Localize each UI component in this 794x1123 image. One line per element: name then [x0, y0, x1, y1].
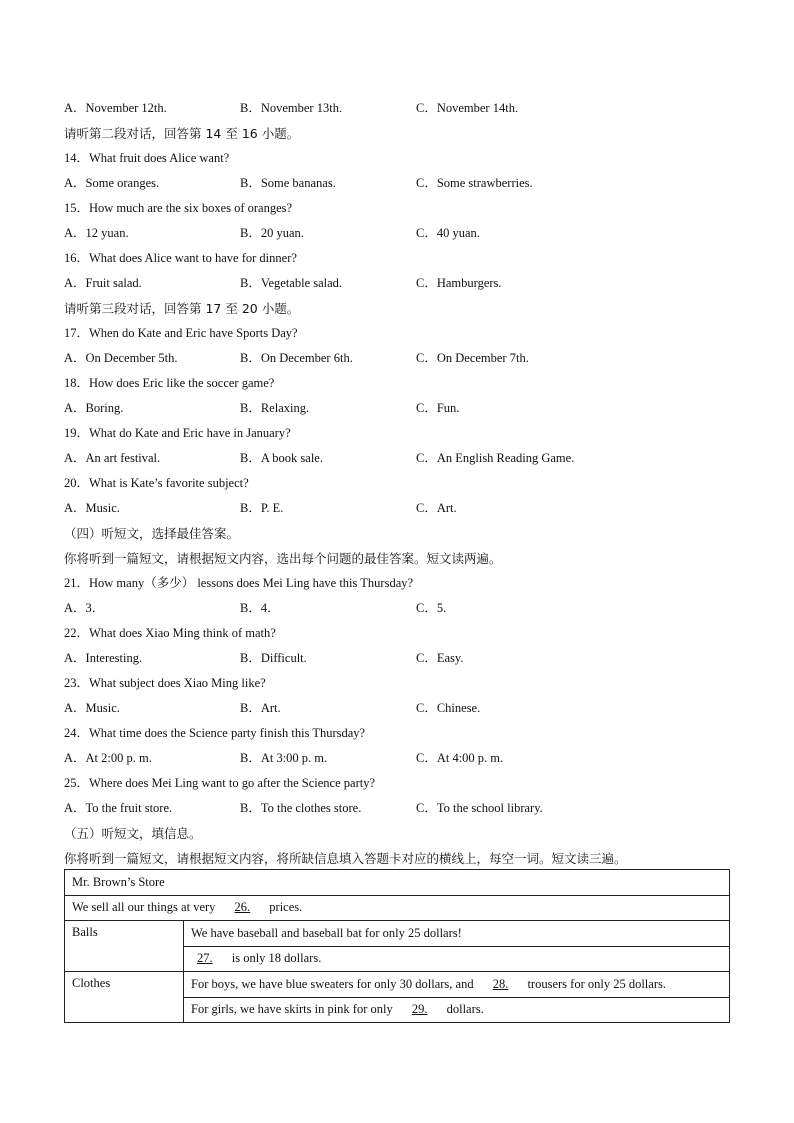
- table-row: [65, 972, 730, 998]
- q19-option-c[interactable]: C．An English Reading Game.: [416, 451, 575, 465]
- q22-options-row: [64, 646, 734, 671]
- table-row: [65, 870, 730, 896]
- q13-options-row: [64, 96, 734, 121]
- q25-option-a[interactable]: A．To the fruit store.: [64, 801, 173, 815]
- clothes-line-1-before: For boys, we have blue sweaters for only 30 dollars, and: [191, 976, 474, 991]
- q16-option-a[interactable]: A．Fruit salad.: [64, 276, 142, 290]
- q17-option-b[interactable]: B．On December 6th.: [240, 351, 353, 365]
- clothes-line-2-cell: [184, 997, 730, 1023]
- q18-question: 18．How does Eric like the soccer game?: [64, 376, 275, 390]
- q24-option-b[interactable]: B．At 3:00 p. m.: [240, 751, 328, 765]
- q23-question: 23．What subject does Xiao Ming like?: [64, 676, 266, 690]
- listening-test-page: [64, 96, 734, 871]
- q15-question: 15．How much are the six boxes of oranges?: [64, 201, 293, 215]
- q18-option-b[interactable]: B．Relaxing.: [240, 401, 310, 415]
- q22-option-a[interactable]: A．Interesting.: [64, 651, 143, 665]
- q23-option-c[interactable]: C．Chinese.: [416, 701, 481, 715]
- q15-option-b[interactable]: B．20 yuan.: [240, 226, 304, 240]
- store-title: Mr. Brown’s Store: [65, 870, 730, 896]
- prices-row-cell: [65, 895, 730, 921]
- q18-option-c[interactable]: C．Fun.: [416, 401, 460, 415]
- q25-question: 25．Where does Mei Ling want to go after the Science party?: [64, 776, 375, 790]
- q21-option-b[interactable]: B．4．: [240, 601, 280, 615]
- clothes-line-2-after: dollars.: [446, 1002, 484, 1017]
- q24-options-row: [64, 746, 734, 771]
- q21-question: 21．How many（多少） lessons does Mei Ling have this Thursday?: [64, 576, 414, 590]
- q15-option-c[interactable]: C．40 yuan.: [416, 226, 480, 240]
- q22-option-b[interactable]: B．Difficult.: [240, 651, 307, 665]
- q17-option-c[interactable]: C．On December 7th.: [416, 351, 529, 365]
- q14-option-a[interactable]: A．Some oranges.: [64, 176, 160, 190]
- balls-line-1: We have baseball and baseball bat for only 25 dollars!: [184, 921, 730, 947]
- q16-options-row: [64, 271, 734, 296]
- q22-option-c[interactable]: C．Easy.: [416, 651, 464, 665]
- q23-option-b[interactable]: B．Art.: [240, 701, 281, 715]
- q19-option-a[interactable]: A．An art festival.: [64, 451, 161, 465]
- q20-options-row: [64, 496, 734, 521]
- table-row: [65, 895, 730, 921]
- blank-27[interactable]: 27.: [197, 951, 213, 966]
- q16-option-c[interactable]: C．Hamburgers.: [416, 276, 502, 290]
- part4-instructions: 你将听到一篇短文，请根据短文内容，选出每个问题的最佳答案。短文读两遍。: [64, 551, 502, 566]
- prices-text-after: prices.: [269, 900, 303, 915]
- table-row: [65, 921, 730, 947]
- q21-option-a[interactable]: A．3．: [64, 601, 105, 615]
- q25-options-row: [64, 796, 734, 821]
- q16-option-b[interactable]: B．Vegetable salad.: [240, 276, 343, 290]
- clothes-line-2-before: For girls, we have skirts in pink for only: [191, 1002, 393, 1017]
- q23-options-row: [64, 696, 734, 721]
- q19-options-row: [64, 446, 734, 471]
- store-info-table: [64, 869, 730, 1023]
- balls-label: Balls: [65, 921, 184, 972]
- q19-question: 19．What do Kate and Eric have in January?: [64, 426, 291, 440]
- q20-option-b[interactable]: B．P. E.: [240, 501, 284, 515]
- clothes-line-1-after: trousers for only 25 dollars.: [527, 976, 666, 991]
- blank-29[interactable]: 29.: [411, 1002, 428, 1017]
- prices-text-before: We sell all our things at very: [72, 900, 216, 915]
- blank-26[interactable]: 26.: [234, 900, 251, 915]
- q18-option-a[interactable]: A．Boring.: [64, 401, 124, 415]
- q18-options-row: [64, 396, 734, 421]
- q17-options-row: [64, 346, 734, 371]
- q15-option-a[interactable]: A．12 yuan.: [64, 226, 129, 240]
- q14-option-c[interactable]: C．Some strawberries.: [416, 176, 533, 190]
- part5-title: （五）听短文，填信息。: [64, 826, 202, 841]
- q23-option-a[interactable]: A．Music.: [64, 701, 120, 715]
- q14-option-b[interactable]: B．Some bananas.: [240, 176, 336, 190]
- part4-title: （四）听短文，选择最佳答案。: [64, 526, 240, 541]
- q24-option-a[interactable]: A．At 2:00 p. m.: [64, 751, 152, 765]
- q25-option-c[interactable]: C．To the school library.: [416, 801, 543, 815]
- q24-option-c[interactable]: C．At 4:00 p. m.: [416, 751, 504, 765]
- q21-option-c[interactable]: C．5.: [416, 601, 447, 615]
- balls-line-2-cell: [184, 946, 730, 972]
- q13-option-a[interactable]: A．November 12th.: [64, 101, 167, 115]
- balls-line-2-after: is only 18 dollars.: [231, 951, 322, 966]
- q20-question: 20．What is Kate’s favorite subject?: [64, 476, 249, 490]
- blank-28[interactable]: 28.: [492, 976, 509, 991]
- clothes-line-1-cell: [184, 972, 730, 998]
- q13-option-c[interactable]: C．November 14th.: [416, 101, 519, 115]
- q21-options-row: [64, 596, 734, 621]
- q20-option-a[interactable]: A．Music.: [64, 501, 120, 515]
- q14-options-row: [64, 171, 734, 196]
- q22-question: 22．What does Xiao Ming think of math?: [64, 626, 276, 640]
- q14-question: 14．What fruit does Alice want?: [64, 151, 230, 165]
- q19-option-b[interactable]: B．A book sale.: [240, 451, 323, 465]
- q20-option-c[interactable]: C．Art.: [416, 501, 457, 515]
- q24-question: 24．What time does the Science party finish this Thursday?: [64, 726, 366, 740]
- q13-option-b[interactable]: B．November 13th.: [240, 101, 343, 115]
- q17-option-a[interactable]: A．On December 5th.: [64, 351, 178, 365]
- q25-option-b[interactable]: B．To the clothes store.: [240, 801, 362, 815]
- q15-options-row: [64, 221, 734, 246]
- part5-instructions: 你将听到一篇短文，请根据短文内容，将所缺信息填入答题卡对应的横线上，每空一词。短文读三遍。: [64, 851, 627, 866]
- section3-intro: 请听第三段对话，回答第 17 至 20 小题。: [64, 301, 300, 316]
- clothes-label: Clothes: [65, 972, 184, 1023]
- q17-question: 17．When do Kate and Eric have Sports Day?: [64, 326, 298, 340]
- q16-question: 16．What does Alice want to have for dinner?: [64, 251, 297, 265]
- section2-intro: 请听第二段对话，回答第 14 至 16 小题。: [64, 126, 300, 141]
